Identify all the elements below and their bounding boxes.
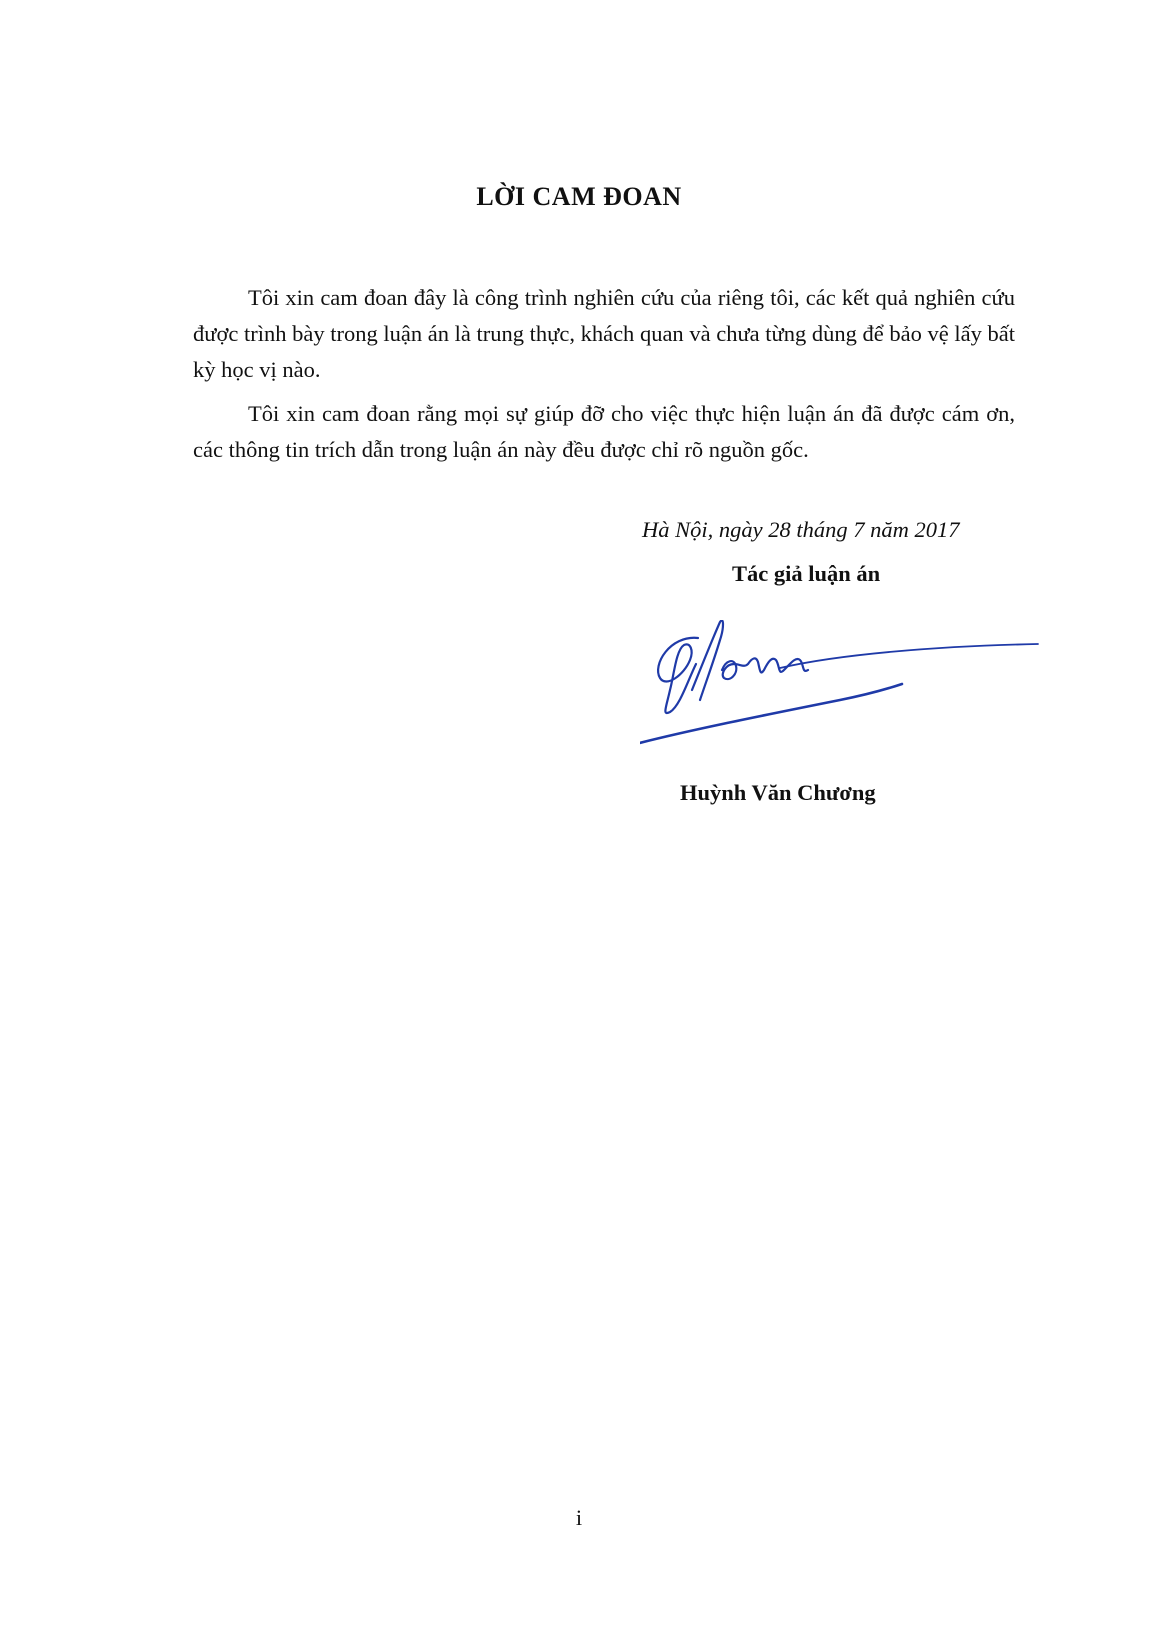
- place-date: Hà Nội, ngày 28 tháng 7 năm 2017: [642, 517, 960, 542]
- paragraph-1: Tôi xin cam đoan đây là công trình nghiên cứu của riêng tôi, các kết quả nghiên cứu được trình bày trong luận án là trung thực, khách quan và chưa từng dùng để bảo vệ lấy bất kỳ học vị nào.: [193, 285, 1015, 382]
- handwritten-signature: [640, 620, 1040, 760]
- author-label: Tác giả luận án: [732, 561, 881, 586]
- paragraph-2: Tôi xin cam đoan rằng mọi sự giúp đỡ cho việc thực hiện luận án đã được cám ơn, các thông tin trích dẫn trong luận án này đều được chỉ rõ nguồn gốc.: [193, 401, 1015, 462]
- page-number: i: [575, 1505, 583, 1530]
- page-title: LỜI CAM ĐOAN: [476, 182, 682, 211]
- declaration-body: [193, 280, 1015, 476]
- author-name: Huỳnh Văn Chương: [680, 780, 876, 805]
